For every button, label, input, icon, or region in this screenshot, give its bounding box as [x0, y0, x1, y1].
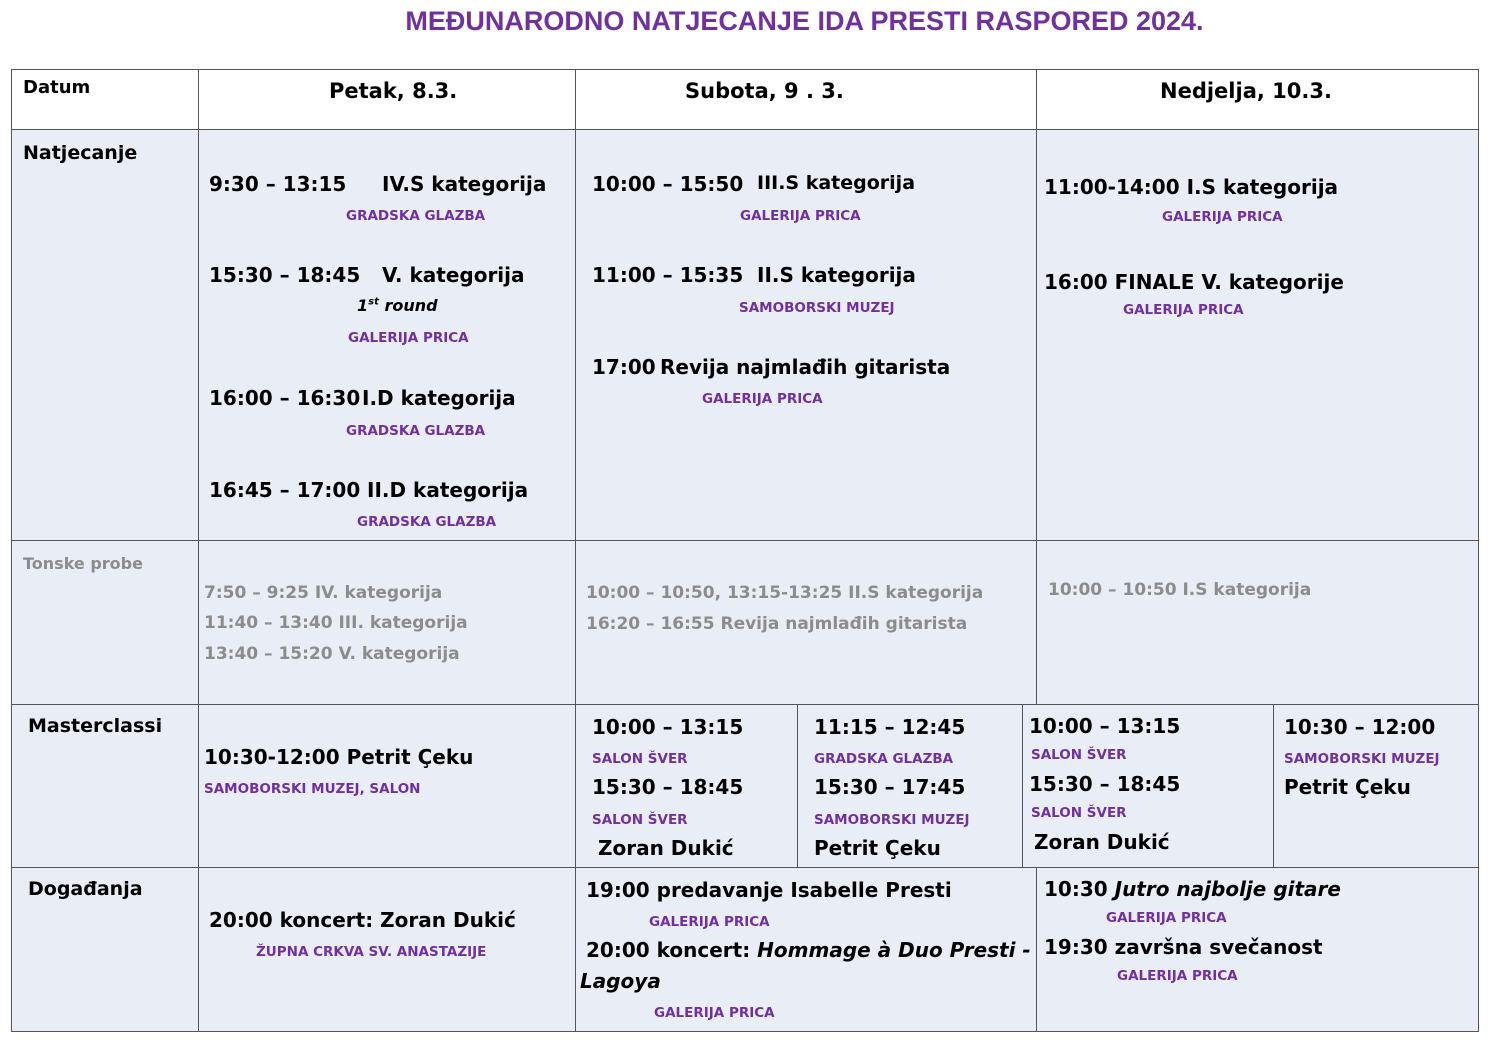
masterclass-location: SALON ŠVER	[1031, 747, 1127, 763]
event-time: 17:00	[592, 355, 656, 379]
event-category: IV.S kategorija	[382, 172, 547, 196]
event-location: GALERIJA PRICA	[649, 914, 770, 930]
event-text: 20:00 koncert: Zoran Dukić	[209, 908, 516, 932]
event-time: 16:00 – 16:30	[209, 386, 361, 410]
event-location: GRADSKA GLAZBA	[357, 514, 497, 530]
event-time: 9:30 – 13:15	[209, 172, 347, 196]
masterclass-teacher: Petrit Çeku	[1284, 775, 1411, 799]
event-text: 16:00 FINALE V. kategorije	[1044, 270, 1344, 294]
event-location: GRADSKA GLAZBA	[346, 208, 486, 224]
header-sunday: Nedjelja, 10.3.	[1160, 79, 1332, 103]
masterclass-teacher: Zoran Dukić	[598, 836, 734, 860]
masterclass-location: SAMOBORSKI MUZEJ	[814, 812, 970, 828]
dogadanja-saturday	[575, 867, 1037, 1032]
header-friday: Petak, 8.3.	[329, 79, 458, 103]
event-text: 19:00 predavanje Isabelle Presti	[586, 878, 952, 902]
schedule-table	[11, 69, 1479, 1032]
event-category: I.D kategorija	[362, 386, 516, 410]
row-label-tonske: Tonske probe	[23, 554, 143, 573]
event-location: GALERIJA PRICA	[654, 1005, 775, 1021]
row-label-dogadanja-cell	[11, 867, 199, 1032]
masterclass-teacher: Petrit Çeku	[814, 836, 941, 860]
masterclass-saturday-b	[797, 704, 1023, 868]
masterclass-teacher: Zoran Dukić	[1034, 830, 1170, 854]
soundcheck-item: 13:40 – 15:20 V. kategorija	[204, 644, 460, 664]
masterclass-location: SAMOBORSKI MUZEJ, SALON	[204, 781, 421, 797]
header-saturday: Subota, 9 . 3.	[685, 79, 844, 103]
event-location: GALERIJA PRICA	[1162, 209, 1283, 225]
masterclass-time: 10:00 – 13:15	[592, 715, 744, 739]
masterclass-sunday-b	[1273, 704, 1479, 868]
event-location: GALERIJA PRICA	[702, 391, 823, 407]
event-category: Revija najmlađih gitarista	[660, 355, 951, 379]
event-text: 11:00-14:00 I.S kategorija	[1044, 175, 1339, 199]
tonske-friday	[198, 540, 576, 705]
masterclass-sunday-a	[1022, 704, 1275, 868]
soundcheck-item: 7:50 – 9:25 IV. kategorija	[204, 583, 443, 603]
natjecanje-sunday	[1036, 129, 1479, 541]
masterclass-time: 15:30 – 18:45	[592, 775, 744, 799]
event-location: ŽUPNA CRKVA SV. ANASTAZIJE	[256, 944, 487, 960]
soundcheck-item: 10:00 – 10:50 I.S kategorija	[1048, 580, 1312, 600]
soundcheck-item: 11:40 – 13:40 III. kategorija	[204, 613, 468, 633]
masterclass-location: SALON ŠVER	[592, 812, 688, 828]
row-label-masterclassi: Masterclassi	[28, 715, 163, 737]
event-category: II.S kategorija	[757, 263, 916, 287]
event-location: GALERIJA PRICA	[740, 208, 861, 224]
tonske-saturday	[575, 540, 1037, 705]
event-time: 10:00 – 15:50	[592, 172, 744, 196]
event-round: 1st round	[357, 296, 438, 315]
masterclass-location: SALON ŠVER	[592, 751, 688, 767]
header-saturday-cell	[575, 69, 1037, 130]
event-text-continued: Lagoya	[580, 969, 661, 993]
event-category: II.D kategorija	[367, 478, 529, 502]
masterclass-location: SAMOBORSKI MUZEJ	[1284, 751, 1440, 767]
soundcheck-item: 16:20 – 16:55 Revija najmlađih gitarista	[586, 614, 968, 634]
event-location: GALERIJA PRICA	[1123, 302, 1244, 318]
dogadanja-friday	[198, 867, 576, 1032]
event-location: GALERIJA PRICA	[1106, 910, 1227, 926]
masterclass-time: 10:30 – 12:00	[1284, 715, 1436, 739]
header-friday-cell	[198, 69, 576, 130]
natjecanje-saturday	[575, 129, 1037, 541]
event-category: III.S kategorija	[757, 172, 916, 194]
event-time: 15:30 – 18:45	[209, 263, 361, 287]
event-time: 16:45 – 17:00	[209, 478, 361, 502]
tonske-sunday	[1036, 540, 1479, 705]
dogadanja-sunday	[1036, 867, 1479, 1032]
event-location: GALERIJA PRICA	[348, 330, 469, 346]
natjecanje-friday	[198, 129, 576, 541]
event-location: GALERIJA PRICA	[1117, 968, 1238, 984]
row-label-natjecanje: Natjecanje	[23, 142, 138, 164]
masterclass-friday	[198, 704, 576, 868]
page-title: MEĐUNARODNO NATJECANJE IDA PRESTI RASPORED 2024.	[405, 6, 1204, 36]
masterclass-saturday-a	[575, 704, 798, 868]
masterclass-time: 15:30 – 18:45	[1029, 772, 1181, 796]
masterclass-location: SALON ŠVER	[1031, 805, 1127, 821]
row-label-masterclassi-cell	[11, 704, 199, 868]
row-label-natjecanje-cell	[11, 129, 199, 541]
masterclass-time: 11:15 – 12:45	[814, 715, 966, 739]
masterclass-location: GRADSKA GLAZBA	[814, 751, 954, 767]
event-text: 10:30 Jutro najbolje gitare	[1044, 877, 1341, 901]
event-location: GRADSKA GLAZBA	[346, 423, 486, 439]
masterclass-text: 10:30-12:00 Petrit Çeku	[204, 745, 474, 769]
event-time: 11:00 – 15:35	[592, 263, 744, 287]
soundcheck-item: 10:00 – 10:50, 13:15-13:25 II.S kategorija	[586, 583, 984, 603]
header-sunday-cell	[1036, 69, 1479, 130]
event-text: 20:00 koncert: Hommage à Duo Presti -	[586, 938, 1031, 962]
header-datum-cell	[11, 69, 199, 130]
masterclass-time: 10:00 – 13:15	[1029, 714, 1181, 738]
row-label-tonske-cell	[11, 540, 199, 705]
masterclass-time: 15:30 – 17:45	[814, 775, 966, 799]
row-label-dogadanja: Događanja	[28, 878, 143, 900]
event-text: 19:30 završna svečanost	[1044, 935, 1323, 959]
header-datum: Datum	[23, 77, 91, 98]
event-category: V. kategorija	[382, 263, 525, 287]
event-location: SAMOBORSKI MUZEJ	[739, 300, 895, 316]
